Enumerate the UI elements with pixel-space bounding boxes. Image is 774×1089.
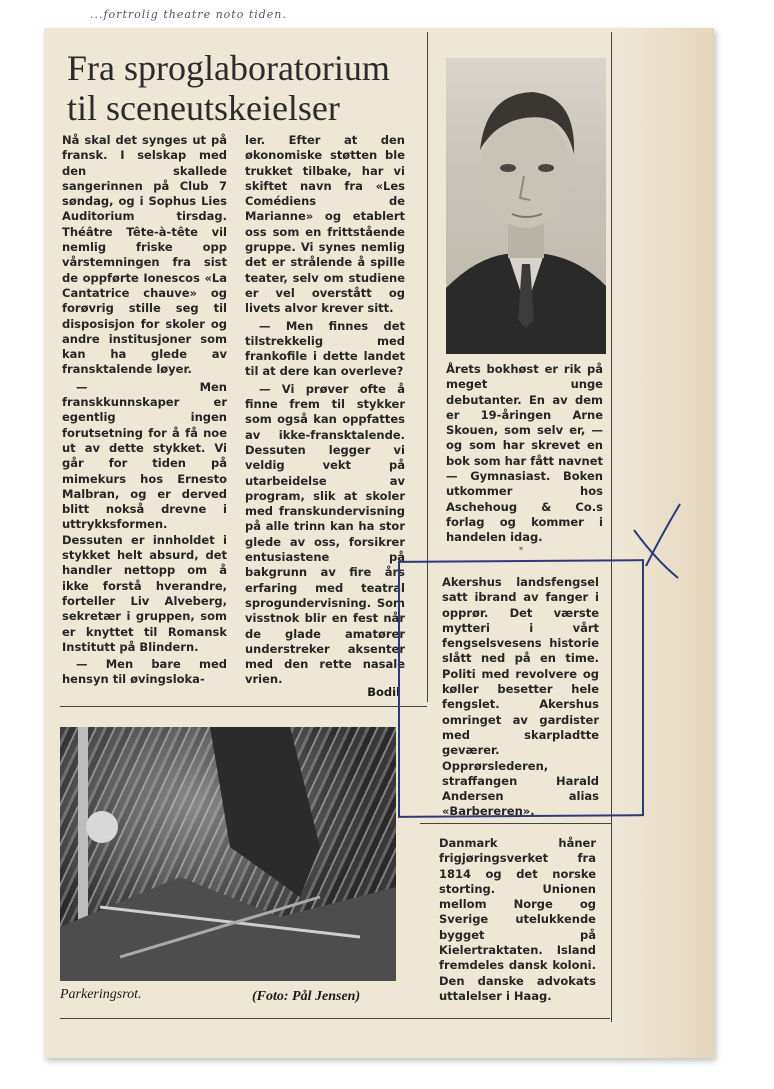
article-byline: Bodil xyxy=(367,685,400,699)
column-rule-right xyxy=(611,32,612,1022)
pen-x-mark-icon xyxy=(628,500,688,580)
sidebar-rule xyxy=(420,823,612,824)
paragraph: — Vi prøver ofte å finne frem til stykker som også kan oppfattes av ikke-fransktalende. Dessuten legger vi veldig vekt på utarbeidelse av program, slik at skoler med franskundervisning på alle trinn kan ha stor glede av oss, forsikrer entusiastene på bakgrunn av fire års erfaring med teatral sprogundervisning. Som visstnok blir en fest når de glade amatører understreker aksenter med den rette nasale vrien. xyxy=(245,381,405,687)
article-bottom-rule xyxy=(60,706,427,707)
paragraph: — Men bare med hensyn til øvingsloka- xyxy=(62,657,227,687)
photo-credit: (Foto: Pål Jensen) xyxy=(252,989,361,1004)
top-cut-text: ...fortrolig theatre noto tiden. xyxy=(90,8,287,21)
paragraph: Nå skal det synges ut på fransk. I selskap med den skallede sangerinnen på Club 7 søndag, og i Sophus Lies Auditorium tirsdag. Théâtre Tête-à-tête vil nemlig friske opp vårstemningen fra sist de oppførte Ionescos «La Cantatrice chauve» og forøvrig stille seg til disposisjon for skoler og andre institusjoner som kan ha glede av fransktalende løyer. xyxy=(62,133,227,377)
photo-caption: Parkeringsrot. xyxy=(60,987,142,1002)
sidebar-item-denmark: Danmark håner frigjøringsverket fra 1814 og det norske storting. Unionen mellom Norge og Sverige utelukkende bygget på Kielertraktaten. Island fremdeles dansk koloni. Den danske advokats uttalelser i Haag. xyxy=(439,836,596,1003)
scaffold-debris-icon xyxy=(60,727,396,981)
paragraph: ler. Efter at den økonomiske støtten ble trukket tilbake, har vi skiftet navn fra «Les Comédiens de Marianne» og etablert oss som en frittstående gruppe. Vi synes nemlig det er strålende å spille teater, selv om studiene er vel overstått og livets alvor krever sitt. xyxy=(245,133,405,316)
article-column-1 xyxy=(62,133,227,688)
paragraph: — Men franskkunnskaper er egentlig ingen forutsetning for å få noe ut av dette stykket. Vi går for tiden på mimekurs hos Ernesto Malbran, og er derved blitt nokså drevne i uttrykksformen. Dessuten er innholdet i stykket helt absurd, det handler nettopp om å ikke forstå hverandre, forteller Liv Alveberg, sekretær i gruppen, som er knyttet til Romansk Institutt på Blindern. xyxy=(62,379,227,654)
pen-box-annotation xyxy=(398,559,644,818)
article-headline: Fra sproglaboratorium til sceneutskeielser xyxy=(67,48,390,128)
parking-mess-photo xyxy=(60,727,396,981)
portrait-figure-icon xyxy=(446,58,606,354)
article-column-2 xyxy=(245,133,405,688)
sidebar-item-book: Årets bokhøst er rik på meget unge debutanter. En av dem er 19-åringen Arne Skouen, som selv er, — og som har skrevet en bok som har fått navnet — Gymnasiast. Boken utkommer hos Aschehoug & Co.s forlag og kommer i handelen idag. xyxy=(446,362,603,545)
paragraph: — Men finnes det tilstrekkelig med frankofile i dette landet til at dere kan overleve? xyxy=(245,318,405,379)
portrait-photo xyxy=(446,58,606,354)
separator-star: * xyxy=(519,546,523,555)
page-bottom-rule xyxy=(60,1018,610,1019)
sidebar-item-prison: Akershus landsfengsel satt ibrand av fanger i opprør. Det værste mytteri i vårt fengselsvesens historie slått ned på en time. Politi med revolvere og køller besetter hele fengslet. Akershus omringet av gardister med skarpladtte geværer. Opprørslederen, straffangen Harald Andersen alias «Barbereren». xyxy=(442,575,599,819)
